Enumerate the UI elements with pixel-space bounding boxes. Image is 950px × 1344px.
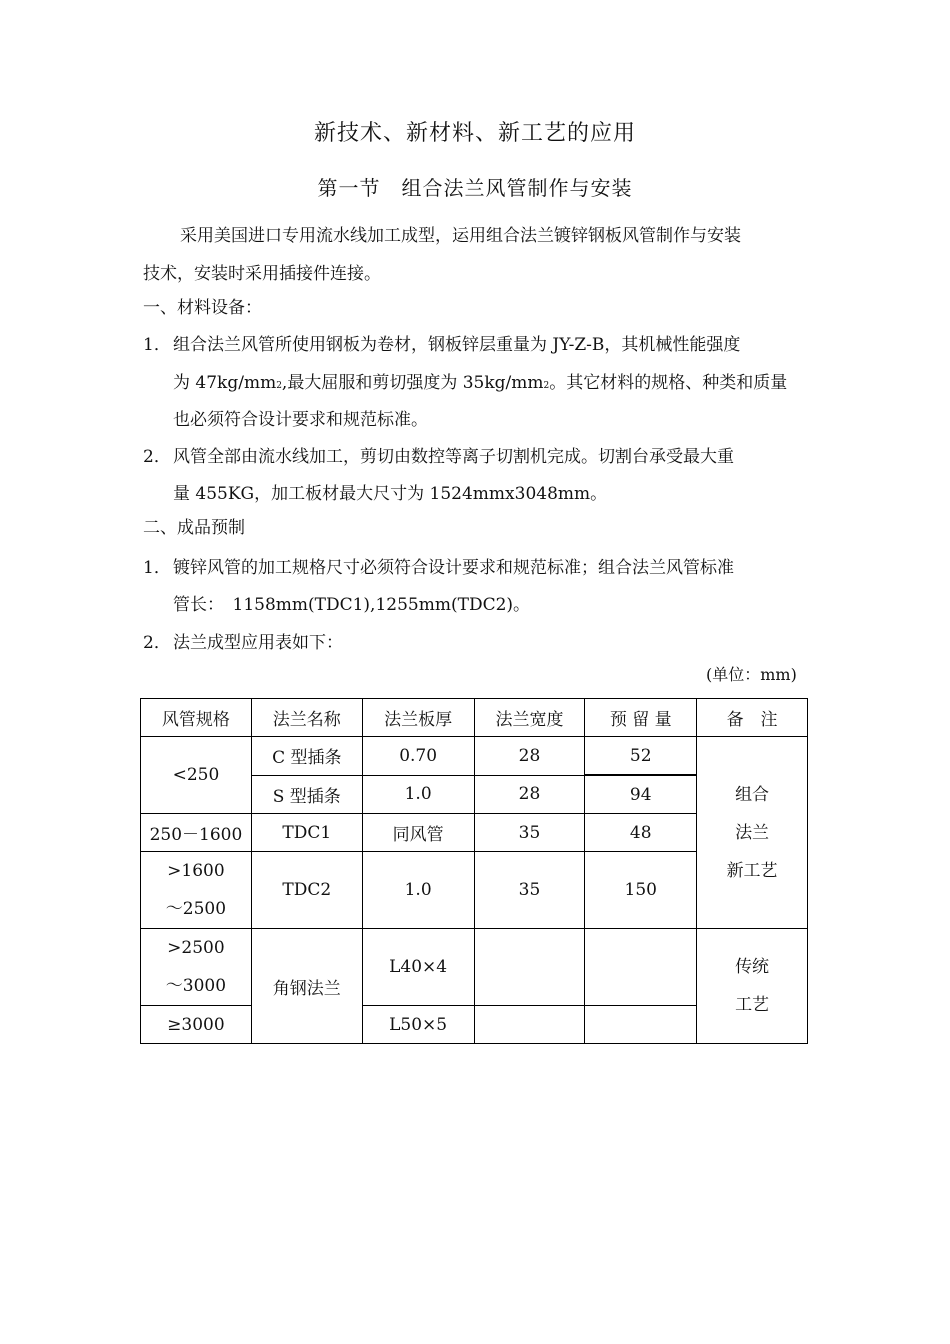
table-cell: TDC2 (251, 852, 362, 929)
s1-item2-number: 2． (143, 447, 171, 467)
table-cell: S 型插条 (251, 775, 362, 814)
table-cell: ≥3000 (141, 1006, 252, 1044)
s2-item2-line-1: 法兰成型应用表如下： (173, 633, 343, 653)
header-cell: 法兰名称 (251, 699, 362, 737)
flange-spec-table (140, 698, 808, 1044)
s1-item1-line-2: 为 47kg/mm2,最大屈服和剪切强度为 35kg/mm2。其它材料的规格、种类和质量 (173, 373, 788, 393)
table-cell: 94 (585, 775, 697, 814)
table-cell: 150 (585, 852, 697, 929)
table-cell: L50×5 (362, 1006, 474, 1044)
s2-item1-line-1: 镀锌风管的加工规格尺寸必须符合设计要求和规范标准；组合法兰风管标准 (173, 558, 734, 578)
table-cell: C 型插条 (251, 737, 362, 776)
table-cell: 52 (585, 737, 697, 776)
header-cell: 法兰宽度 (474, 699, 585, 737)
table-cell: 同风管 (362, 814, 474, 852)
table-cell (474, 1006, 585, 1044)
s2-item1-number: 1． (143, 558, 171, 578)
table-cell (585, 929, 697, 1006)
unit-label: (单位：mm) (706, 665, 797, 684)
s1-item1-number: 1． (143, 335, 171, 355)
note-cell-new-process: 组合 法兰 新工艺 (697, 737, 808, 929)
section-title: 第一节 组合法兰风管制作与安装 (317, 176, 633, 200)
table-cell: 1.0 (362, 852, 474, 929)
table-cell: 35 (474, 852, 585, 929)
note-cell-traditional: 传统 工艺 (697, 929, 808, 1044)
table-cell (585, 1006, 697, 1044)
table-cell: 28 (474, 775, 585, 814)
header-cell: 风管规格 (141, 699, 252, 737)
table-cell: L40×4 (362, 929, 474, 1006)
table-cell: 28 (474, 737, 585, 776)
table-row (141, 737, 808, 776)
header-cell: 预 留 量 (585, 699, 697, 737)
intro-line-2: 技术，安装时采用插接件连接。 (143, 264, 381, 284)
s1-item1-line-1: 组合法兰风管所使用钢板为卷材，钢板锌层重量为 JY-Z-B，其机械性能强度 (173, 335, 741, 355)
section-1-heading: 一、材料设备： (143, 298, 262, 318)
header-cell: 法兰板厚 (362, 699, 474, 737)
s2-item1-line-2: 管长： 1158mm(TDC1),1255mm(TDC2)。 (173, 595, 531, 615)
intro-line-1: 采用美国进口专用流水线加工成型，运用组合法兰镀锌钢板风管制作与安装 (180, 226, 741, 246)
s1-item2-line-2: 量 455KG，加工板材最大尺寸为 1524mmx3048mm。 (173, 484, 608, 504)
s1-item2-line-1: 风管全部由流水线加工，剪切由数控等离子切割机完成。切割台承受最大重 (173, 447, 734, 467)
section-2-heading: 二、成品预制 (143, 518, 245, 538)
table-cell (474, 929, 585, 1006)
table-cell: TDC1 (251, 814, 362, 852)
table-cell: >2500 ～3000 (141, 929, 252, 1006)
table-cell: 35 (474, 814, 585, 852)
table-cell: 250－1600 (141, 814, 252, 852)
table-cell: 48 (585, 814, 697, 852)
page-title: 新技术、新材料、新工艺的应用 (313, 121, 636, 146)
table-cell: 0.70 (362, 737, 474, 776)
s1-item1-line-3: 也必须符合设计要求和规范标准。 (173, 410, 428, 430)
table-cell: >1600 ～2500 (141, 852, 252, 929)
header-cell: 备 注 (697, 699, 808, 737)
table-cell: 1.0 (362, 775, 474, 814)
table-row (141, 929, 808, 1006)
table-header-row (141, 699, 808, 737)
s2-item2-number: 2． (143, 633, 171, 653)
table-cell: 角钢法兰 (251, 929, 362, 1044)
table-cell: <250 (141, 737, 252, 814)
